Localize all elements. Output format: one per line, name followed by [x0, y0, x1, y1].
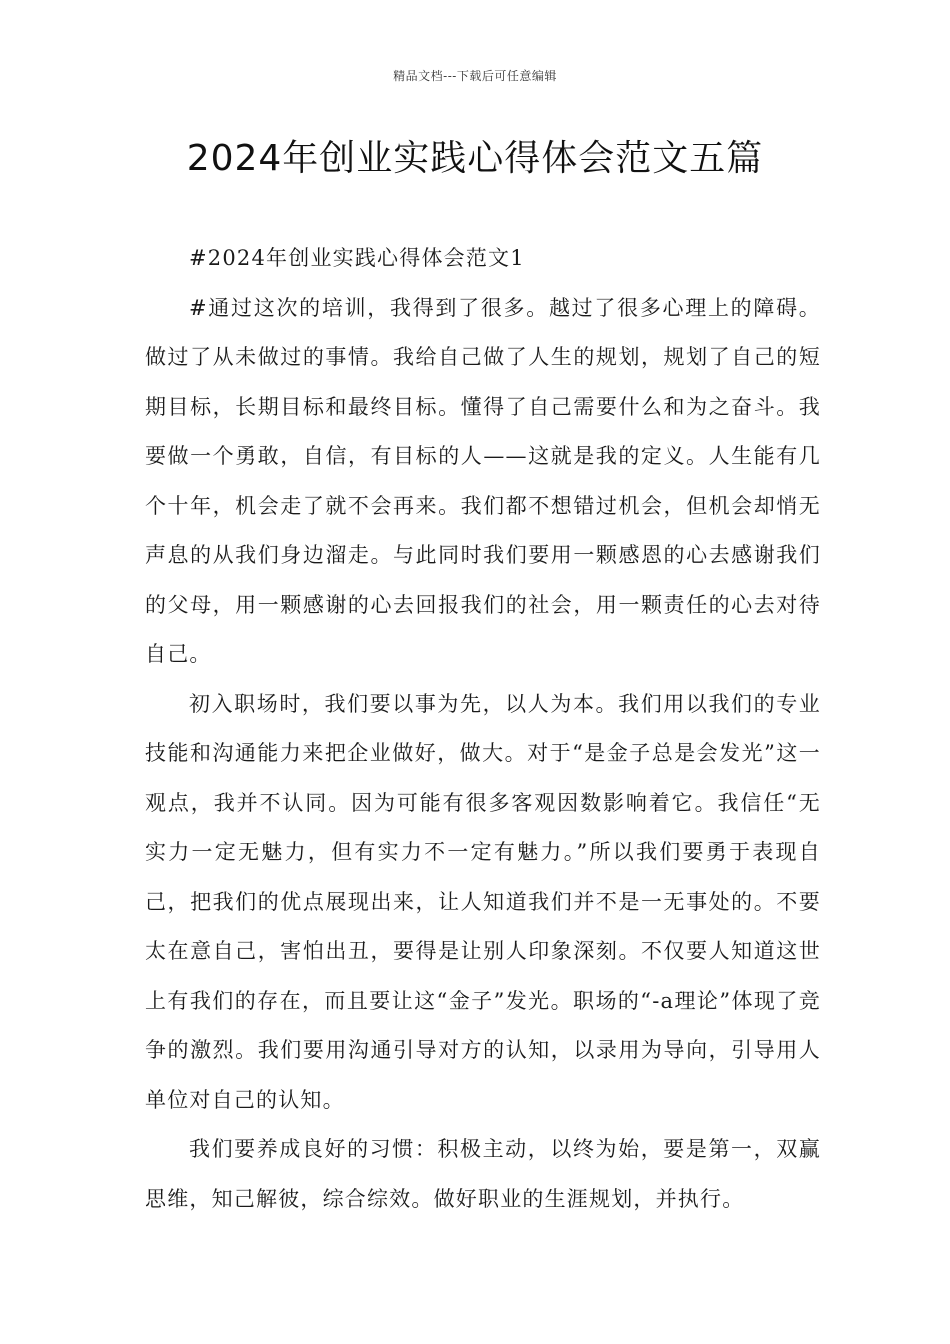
- page-header-note: 精品文档---下载后可任意编辑: [393, 69, 557, 83]
- document-title: 2024年创业实践心得体会范文五篇: [186, 138, 764, 179]
- body-paragraph-1: #通过这次的培训，我得到了很多。越过了很多心理上的障碍。做过了从未做过的事情。我给自己做了人生的规划，规划了自己的短期目标，长期目标和最终目标。懂得了自己需要什么和为之奋斗。我要做一个勇敢，自信，有目标的人——这就是我的定义。人生能有几个十年，机会走了就不会再来。我们都不想错过机会，但机会却悄无声息的从我们身边溜走。与此同时我们要用一颗感恩的心去感谢我们的父母，用一颗感谢的心去回报我们的社会，用一颗责任的心去对待自己。: [145, 295, 821, 666]
- section-heading: #2024年创业实践心得体会范文1: [189, 246, 525, 270]
- body-paragraph-2: 初入职场时，我们要以事为先，以人为本。我们用以我们的专业技能和沟通能力来把企业做好，做大。对于“是金子总是会发光”这一观点，我并不认同。因为可能有很多客观因数影响着它。我信任“无实力一定无魅力，但有实力不一定有魅力。”所以我们要勇于表现自己，把我们的优点展现出来，让人知道我们并不是一无事处的。不要太在意自己，害怕出丑，要得是让别人印象深刻。不仅要人知道这世上有我们的存在，而且要让这“金子”发光。职场的“-a理论”体现了竞争的激烈。我们要用沟通引导对方的认知，以录用为导向，引导用人单位对自己的认知。: [145, 691, 821, 1112]
- body-paragraph-3: 我们要养成良好的习惯：积极主动，以终为始，要是第一，双赢思维，知己解彼，综合综效。做好职业的生涯规划，并执行。: [145, 1137, 821, 1211]
- document-body: [145, 234, 821, 1224]
